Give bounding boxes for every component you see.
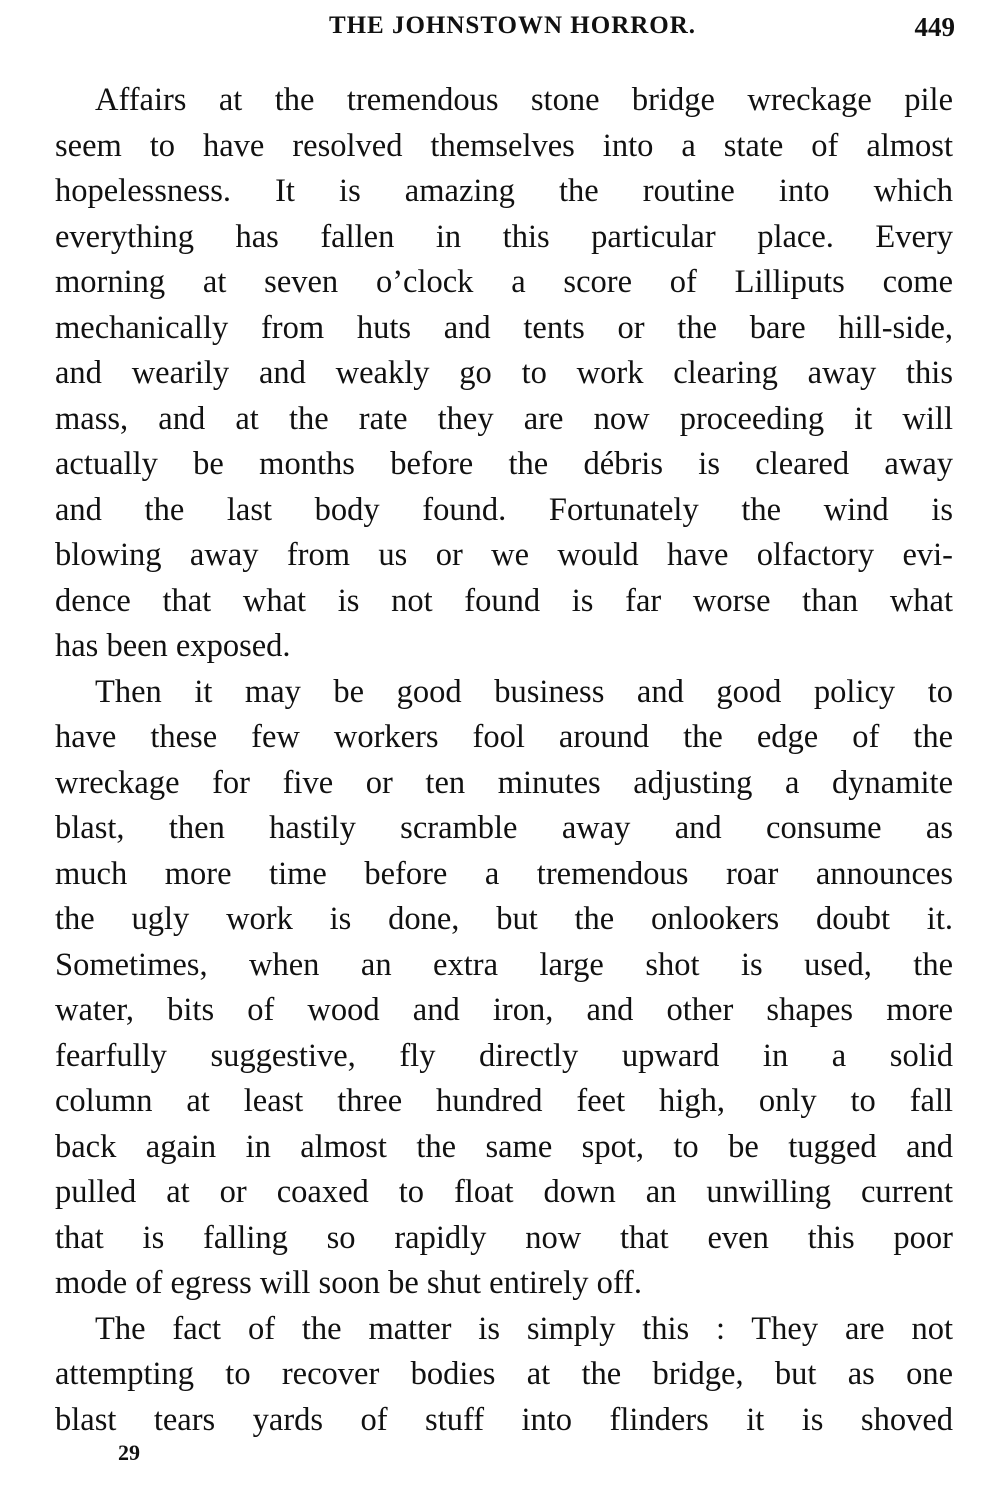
text-line: attempting to recover bodies at the bridge, but as one xyxy=(55,1356,953,1392)
text-line: morning at seven o’clock a score of Lilliputs come xyxy=(55,264,953,300)
text-line: column at least three hundred feet high, only to fall xyxy=(55,1083,953,1119)
text-line: blast, then hastily scramble away and consume as xyxy=(55,810,953,846)
text-line: back again in almost the same spot, to be tugged and xyxy=(55,1128,953,1165)
running-title: THE JOHNSTOWN HORROR. xyxy=(328,12,697,39)
text-line: blast tears yards of stuff into flinders it is shoved xyxy=(55,1401,953,1438)
text-line: The fact of the matter is simply this : They are not xyxy=(95,1310,953,1347)
paragraph xyxy=(55,670,953,1307)
text-line: and the last body found. Fortunately the wind is xyxy=(55,491,953,528)
paragraph xyxy=(55,1307,953,1444)
text-line: water, bits of wood and iron, and other shapes more xyxy=(55,992,953,1028)
text-line: mechanically from huts and tents or the bare hill-side, xyxy=(55,309,953,346)
text-line: that is falling so rapidly now that even this poor xyxy=(55,1219,953,1256)
text-line: actually be months before the débris is cleared away xyxy=(55,446,953,482)
text-line: Sometimes, when an extra large shot is used, the xyxy=(55,946,953,983)
body-text xyxy=(55,78,953,1443)
text-line: everything has fallen in this particular place. Every xyxy=(55,218,953,255)
text-line: much more time before a tremendous roar announces xyxy=(55,855,953,892)
text-line: hopelessness. It is amazing the routine into which xyxy=(55,173,953,209)
text-line: seem to have resolved themselves into a state of almost xyxy=(55,127,953,164)
text-line: has been exposed. xyxy=(55,628,291,664)
text-line: Then it may be good business and good policy to xyxy=(95,673,953,710)
text-line: mode of egress will soon be shut entirely off. xyxy=(55,1265,642,1301)
text-line: wreckage for five or ten minutes adjusting a dynamite xyxy=(55,764,953,801)
paragraph xyxy=(55,78,953,670)
text-line: mass, and at the rate they are now proceeding it will xyxy=(55,400,953,437)
text-line: Affairs at the tremendous stone bridge wreckage pile xyxy=(95,82,953,118)
text-line: the ugly work is done, but the onlookers doubt it. xyxy=(55,901,953,937)
signature-mark: 29 xyxy=(118,1440,140,1465)
text-line: and wearily and weakly go to work clearing away this xyxy=(55,355,953,391)
running-head xyxy=(60,12,955,52)
text-line: have these few workers fool around the edge of the xyxy=(55,719,953,755)
text-line: blowing away from us or we would have olfactory evi- xyxy=(55,537,953,573)
text-line: fearfully suggestive, fly directly upward in a solid xyxy=(55,1037,953,1074)
text-line: dence that what is not found is far worse than what xyxy=(55,582,953,619)
text-line: pulled at or coaxed to float down an unwilling current xyxy=(55,1174,953,1210)
page-number: 449 xyxy=(914,12,955,42)
